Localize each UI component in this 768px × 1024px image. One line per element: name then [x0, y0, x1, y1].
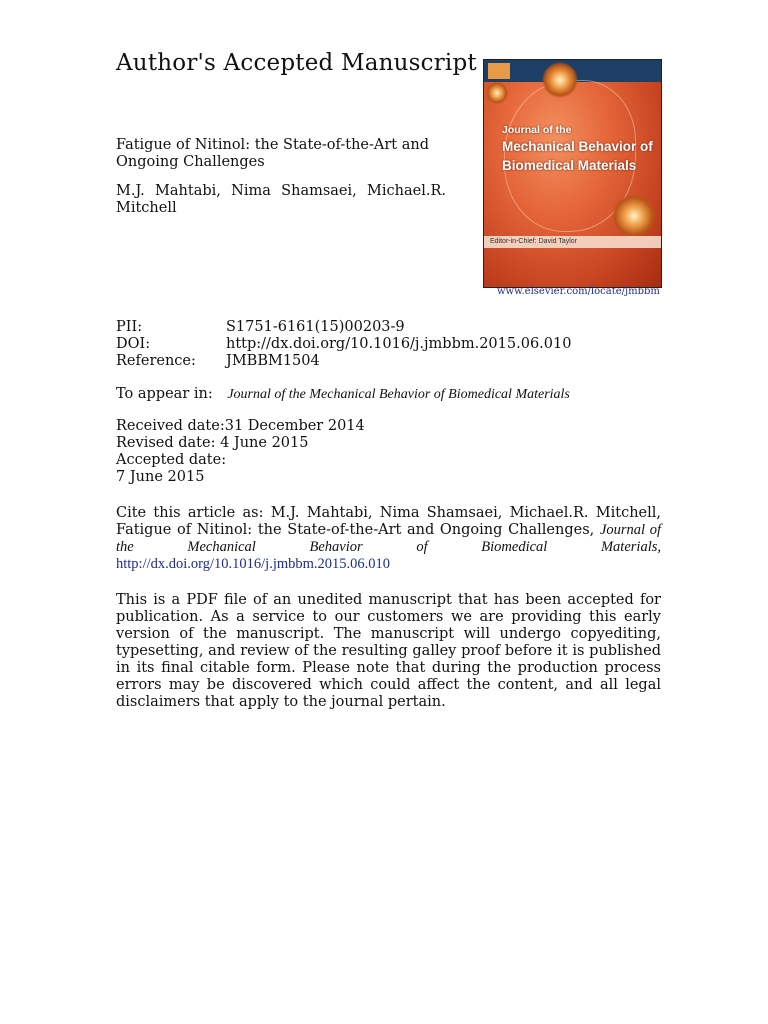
dates-block	[116, 418, 365, 486]
to-appear-label: To appear in:	[116, 386, 213, 402]
citation	[116, 505, 661, 573]
pii-label: PII:	[116, 319, 143, 335]
accepted-date-label: Accepted date:	[116, 452, 227, 468]
cover-title-line-1: Journal of the	[502, 124, 572, 136]
journal-url-link[interactable]: www.elsevier.com/locate/jmbbm	[497, 286, 660, 297]
doi-value: http://dx.doi.org/10.1016/j.jmbbm.2015.06.010	[226, 336, 572, 352]
to-appear-in	[116, 386, 570, 403]
gear-icon	[612, 194, 656, 238]
cover-editor: Editor-in-Chief: David Taylor	[484, 236, 661, 248]
citation-doi-link[interactable]: http://dx.doi.org/10.1016/j.jmbbm.2015.06.010	[116, 556, 391, 572]
article-title: Fatigue of Nitinol: the State-of-the-Art and Ongoing Challenges	[116, 137, 429, 170]
reference-label: Reference:	[116, 353, 196, 369]
gear-icon	[542, 62, 578, 98]
page-title: Author's Accepted Manuscript	[116, 50, 477, 76]
citation-prefix: Cite this article as: M.J. Mahtabi, Nima Shamsaei, Michael.R. Mitchell, Fatigue of Nitinol: the State-of-the-Art and Ongoing Challenges,	[116, 505, 661, 538]
gear-icon	[486, 82, 508, 104]
journal-cover-image	[483, 59, 662, 288]
to-appear-journal: Journal of the Mechanical Behavior of Biomedical Materials	[227, 387, 570, 402]
elsevier-logo-icon	[488, 63, 510, 79]
revised-date: Revised date: 4 June 2015	[116, 435, 309, 451]
article-authors: M.J. Mahtabi, Nima Shamsaei, Michael.R. Mitchell	[116, 183, 446, 216]
citation-journal: Journal of the Mechanical Behavior of Biomedical Materials,	[116, 522, 662, 555]
reference-value: JMBBM1504	[226, 353, 320, 369]
accepted-date-value: 7 June 2015	[116, 469, 205, 485]
pii-value: S1751-6161(15)00203-9	[226, 319, 405, 335]
cover-title-line-2: Mechanical Behavior of	[502, 139, 653, 154]
cover-title	[502, 124, 657, 175]
cover-title-line-3: Biomedical Materials	[502, 158, 637, 173]
received-date: Received date:31 December 2014	[116, 418, 365, 434]
manuscript-notice: This is a PDF file of an unedited manuscript that has been accepted for publication. As a service to our customers we are providing this early version of the manuscript. The manuscript will undergo copyediting, typesetting, and review of the resulting galley proof before it is published in its final citable form. Please note that during the production process errors may be discovered which could affect the content, and all legal disclaimers that apply to the journal pertain.	[116, 592, 661, 710]
doi-label: DOI:	[116, 336, 151, 352]
